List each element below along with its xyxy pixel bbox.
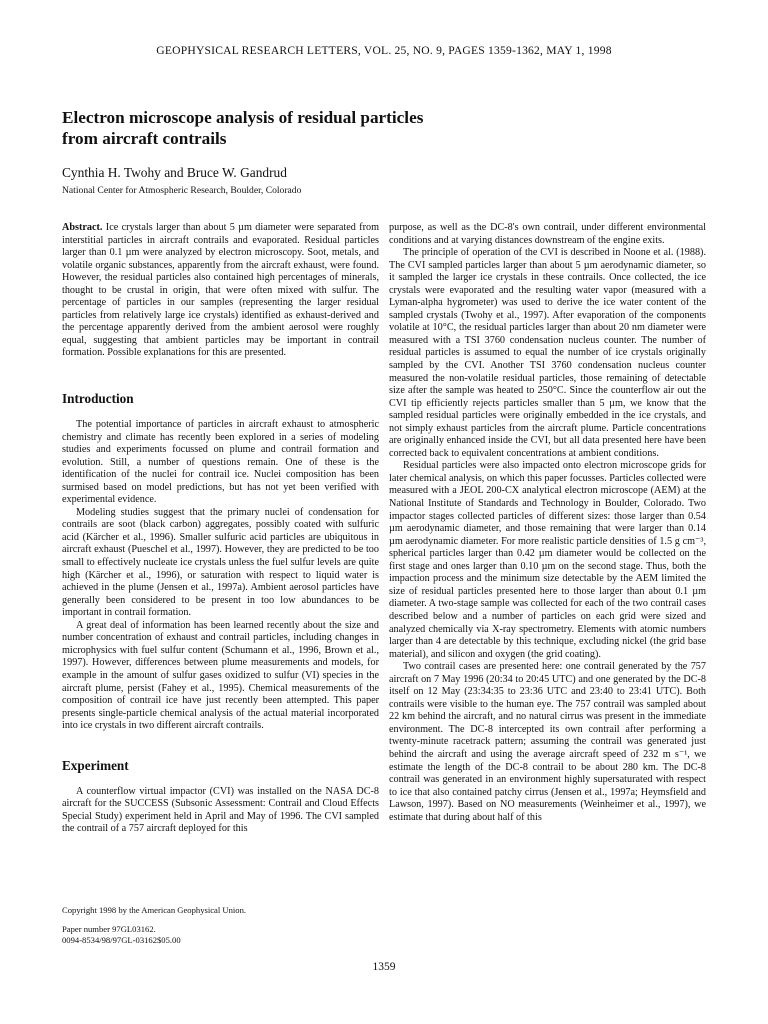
right-paragraph-2: The principle of operation of the CVI is described in Noone et al. (1988). The CVI sampled particles larger than about 5 µm aerodynamic diameter, so it sampled the larger ice crystals in these contrails. Once collected, the ice crystals were evaporated and the resulting water vapor (measured with a Lyman-alpha hygrometer) was used to derive the ice water content of the sampled crystals (Twohy et al., 1997). After evaporation of the components volatile at 10°C, the residual particles larger than about 20 nm diameter were measured with a TSI 3760 condensation nucleus counter. The number of residual particles is assumed to equal the number of ice crystals originally sampled by the CVI. Another TSI 3760 condensation nucleus counter measured the non-volatile residual particles, those remaining of detectable size after the sample was heated to 250°C. Since the counterflow air out the CVI tip efficiently rejects particles smaller than 5 µm, we know that the sampled residual particles were originally embedded in the ice crystals, and not simply exhaust particles from the aircraft plume. Particle concentrations are originally enhanced inside the CVI, but all data presented here have been corrected back to equivalent concentrations at ambient conditions. <box>389 247 706 459</box>
right-paragraph-1: purpose, as well as the DC-8's own contrail, under different environmental conditions and at varying distances downstream of the engine exits. <box>389 222 706 246</box>
affiliation: National Center for Atmospheric Research, Boulder, Colorado <box>62 185 302 196</box>
right-paragraph-4: Two contrail cases are presented here: one contrail generated by the 757 aircraft on 7 May 1996 (20:34 to 20:45 UTC) and one generated by the DC-8 itself on 12 May (23:34:35 to 23:36 UTC and 23:40 to 23:41 UTC). Both contrails were visible to the human eye. The 757 contrail was sampled about 22 km behind the aircraft, and no natural cirrus was present in the immediate environment. The DC-8 intercepted its own contrail after performing a twenty-minute racetrack pattern; assuming the contrail was generated just behind the aircraft and using the average aircraft speed of 232 m s⁻¹, we estimate the length of the DC-8 contrail to be about 280 km. The DC-8 contrail was generated in an environment highly supersaturated with respect to ice that also contained patchy cirrus (Jensen et al., 1997a; Heymsfield and Lawson, 1997). Based on NO measurements (Weinheimer et al., 1997), we estimate that during about half of this <box>389 661 706 823</box>
paper-number: Paper number 97GL03162. <box>62 924 156 934</box>
intro-paragraph-2: Modeling studies suggest that the primary nuclei of condensation for contrails are soot (black carbon) aggregates, possibly coated with sulfuric acid (Kärcher et al., 1996). Smaller sulfuric acid particles are ubiquitous in aircraft exhaust (Pueschel et al., 1997). However, they are predicted to be too small to effectively nucleate ice crystals unless the fuel sulfur levels are quite high (Kärcher et al., 1996), or saturation with respect to liquid water is achieved in the plume (Jensen et al., 1997a). Ambient aerosol particles have generally been considered to be present in too low abundances to be important in contrail formation. <box>62 506 379 619</box>
page-number: 1359 <box>372 961 396 973</box>
authors: Cynthia H. Twohy and Bruce W. Gandrud <box>62 165 287 180</box>
copyright-notice: Copyright 1998 by the American Geophysical Union. <box>62 905 247 915</box>
issn: 0094-8534/98/97GL-03162$05.00 <box>62 935 181 945</box>
abstract-label: Abstract. <box>62 222 103 233</box>
intro-paragraph-3: A great deal of information has been learned recently about the size and number concentration of exhaust and contrail particles, including changes in microphysics with fuel sulfur content (Schumann et al., 1996, Brown et al., 1997). However, differences between plume measurements and models, for example in the amount of sulfur gases oxidized to sulfur (VI) species in the aircraft plume, persist (Fahey et al., 1995). Chemical measurements of the composition of contrail ice have just recently been attempted. This paper presents single-particle chemical analysis of the actual material incorporated into ice crystals in two different aircraft contrails. <box>62 619 379 732</box>
article-title <box>62 107 582 149</box>
experiment-heading: Experiment <box>62 757 129 773</box>
running-head: GEOPHYSICAL RESEARCH LETTERS, VOL. 25, NO. 9, PAGES 1359-1362, MAY 1, 1998 <box>156 44 612 57</box>
title-line-1: Electron microscope analysis of residual particles <box>62 108 424 127</box>
right-paragraph-3: Residual particles were also impacted onto electron microscope grids for later chemical analysis, on which this paper focusses. Particles collected were measured with a JEOL 200-CX analytical electron microscope (AEM) at the National Institute of Standards and Technology in Boulder, Colorado. Two impactor stages collected particles of different sizes: those larger than 0.54 µm aerodynamic diameter, and those remaining that were larger than 0.14 µm aerodynamic diameter. For more realistic particle densities of 1.5 g cm⁻³, spherical particles larger than 0.42 µm diameter would be collected on the first stage and ones larger than 0.10 µm on the second stage. Thus, both the impaction process and the minimum size detectable by the AEM limited the size of residual particles presented here to those larger than about 0.1 µm diameter. A two-stage sample was collected for each of the two contrail cases described below and a number of particles on each grid were sized and analyzed chemically via X-ray spectrometry. Elements with atomic numbers larger than 4 are detectable by this technique, excluding nickel (the grid base material), and silicon and oxygen (the grid coating). <box>389 460 706 660</box>
left-column <box>62 222 379 836</box>
introduction-heading: Introduction <box>62 391 134 407</box>
right-column <box>389 222 706 824</box>
footnote <box>62 905 379 946</box>
intro-paragraph-1: The potential importance of particles in aircraft exhaust to atmospheric chemistry and climate has recently been explored in a series of modeling studies and experiments focussed on plume and contrail formation and evolution. Still, a number of questions remain. One of these is the identification of the nuclei for contrail ice. Nuclei composition has been surmised based on model predictions, but has not yet been verified with experimental evidence. <box>62 419 379 506</box>
abstract <box>62 222 379 360</box>
experiment-paragraph-1: A counterflow virtual impactor (CVI) was installed on the NASA DC-8 aircraft for the SUCCESS (Subsonic Assessment: Contrail and Cloud Effects Special Study) experiment held in April and May of 1996. The CVI sampled the contrail of a 757 aircraft deployed for this <box>62 785 379 835</box>
title-line-2: from aircraft contrails <box>62 129 227 148</box>
abstract-text: Ice crystals larger than about 5 µm diameter were separated from interstitial particles in aircraft contrails and evaporated. Residual particles larger than 0.1 µm were analyzed by electron microscopy. Soot, metals, and volatile organic substances, apparently from the aircraft exhaust, were found. However, the residual particles also contained high percentages of minerals, thought to be crustal in origin, that were often mixed with sulfur. The percentage of particles in our samples (representing the larger residual particles from relatively large ice crystals) identified as exhaust-derived and the percentage apparently derived from the ambient aerosol were roughly equal, suggesting that ambient particles may be important in contrail formation. Possible explanations for this are presented. <box>62 222 379 359</box>
